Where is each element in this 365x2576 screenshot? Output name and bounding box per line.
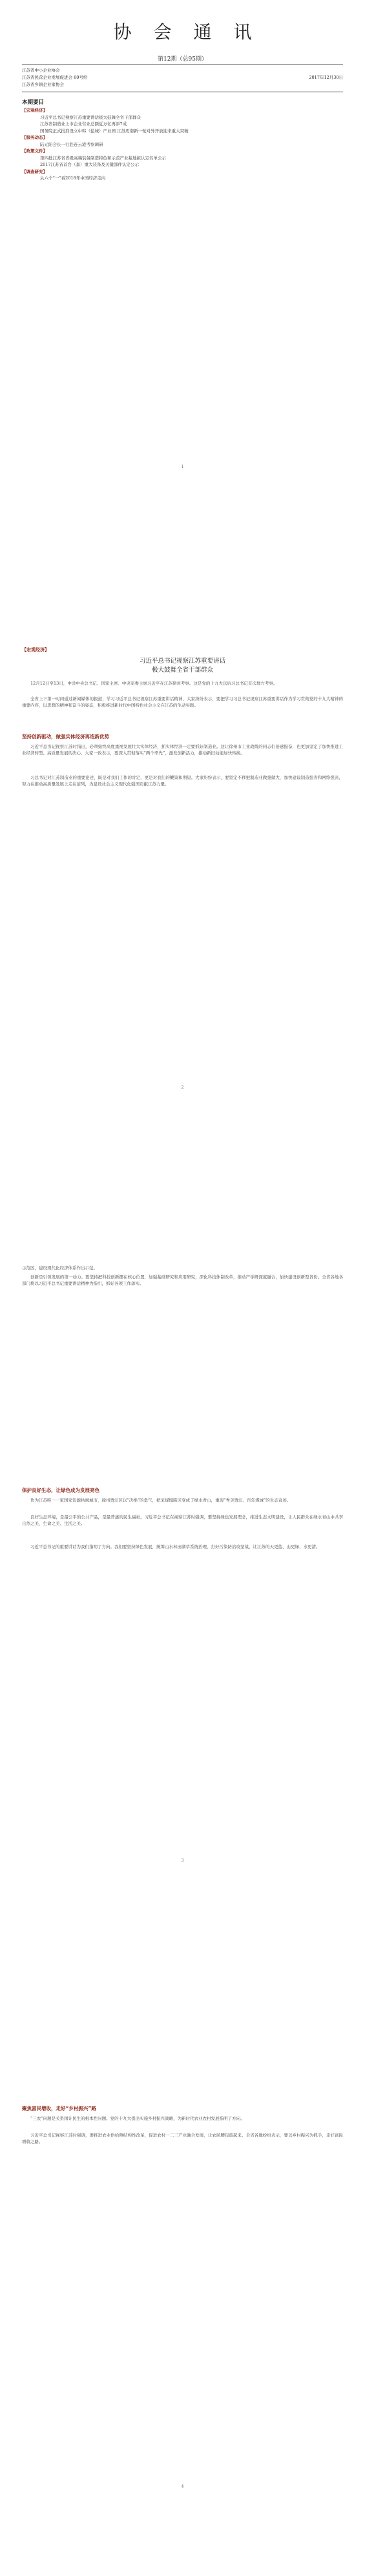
article-paragraph: 习近平总书记视察江苏时强调，要推进农业供给侧结构性改革，促进农村一二三产业融合发展，让农民腰包鼓起来。全省各地纷纷表示，要以乡村振兴为抓手，走好富民增收之路。: [22, 2133, 343, 2145]
issue-date: 2017年12月30日: [309, 75, 343, 80]
publisher-2: 江苏省民营企业发展促进会 60号给: [22, 75, 88, 80]
article-paragraph: 全省上下第一时间通过新闻媒体的报道，学习习近平总书记视察江苏重要讲话精神，大家纷纷表示，要把学习习总书记视察江苏重要讲话作为学习贯彻党的十九大精神的重要内容，以思想的精神和奋斗的姿态，积极推进新时代中国特色社会主义在江苏的生动实践。: [22, 696, 343, 709]
article-paragraph: 示范区，建设现代化经济体系作出示范。: [22, 1265, 98, 1271]
article-paragraph: 习近平总书记的重要讲话为我们指明了方向。我们要坚持绿色发展，统筹山水林田湖草系统治理，打好污染防治攻坚战，让江苏的天更蓝、山更绿、水更清。: [30, 1544, 320, 1549]
article-paragraph: 习近平总书记视察江苏时指出，必须始终高度重视发展壮大实体经济，抓实体经济一定要抓好制造业。这让徐州市工业战线的同志们倍感振奋，也更加坚定了加快推进工业经济转型、高质量发展的决心。大家一致表示，要深入贯彻落实“两个率先”，激发创新活力，推动新旧动能加快转换。: [22, 744, 343, 756]
issue-number: 第12期（总95期）: [158, 56, 207, 63]
article-title-line-2: 极大鼓舞全省干部群众: [151, 667, 213, 674]
page-number: 2: [181, 1085, 184, 1090]
toc-section-service: 【服务动态】: [22, 135, 47, 140]
toc-item[interactable]: 习近平总书记视察江苏重要讲话极大鼓舞全省干部群众: [40, 114, 141, 120]
article-paragraph: 创新是引领发展的第一动力。要坚持把科技创新摆在核心位置，加强基础研究和应用研究，深化科技体制改革，推动产学研深度融合，加快建设创新型省份。全省各地各部门将以习近平总书记重要讲话精神为指引，抓好各项工作落实。: [22, 1274, 343, 1287]
page-number: 4: [181, 2484, 184, 2489]
table-of-contents: [22, 107, 343, 182]
page-number: 3: [181, 1858, 184, 1863]
article-title: [22, 657, 343, 675]
toc-item[interactable]: 江苏省制造业上市企业营业总额近万亿再添7成: [40, 121, 127, 126]
toc-item[interactable]: 2017江苏省首台（套）重大装备及关键部件认定公示: [40, 162, 140, 167]
toc-item[interactable]: 第四批江苏省省级高端装备制造特色和示范产业基地拟认定名单公示: [40, 155, 166, 161]
newsletter-title: 协会通讯: [113, 21, 274, 43]
toc-item[interactable]: 陆元阳会长一行赴连云港考察调研: [40, 141, 103, 147]
article-paragraph: 12月12日至13日，中共中央总书记、国家主席、中央军委主席习近平在江苏徐州考察。这是党的十九大以后习总书记首次地方考察。: [30, 681, 278, 686]
page-number: 1: [181, 465, 184, 469]
subsection-heading: 聚焦富民增收，走好“乡村振兴”路: [22, 2106, 96, 2111]
article-paragraph: “三农”问题是关系国计民生的根本性问题。党的十九大提出实施乡村振兴战略，为新时代农业农村发展指明了方向。: [30, 2116, 245, 2121]
article-paragraph: 习总书记对江苏制造业的重要论述，既是对我们工作的肯定，更是对我们的鞭策和期望。大家纷纷表示，要坚定不移把制造业做强做大，加快建设制造强省和网络强省，努力在推动高质量发展上走在前列，为建设社会主义现代化强国贡献江苏力量。: [22, 775, 343, 787]
toc-section-research: 【调查研究】: [22, 168, 47, 174]
article-paragraph: 作为江苏唯一一家国家资源枯竭城市，徐州贾汪区以“决绝”的勇气，把采煤塌陷区变成了绿水青山，重现“秀美贾汪、百年煤城”的生态奇迹。: [30, 1498, 291, 1503]
toc-section-policy: 【政策文件】: [22, 148, 47, 154]
toc-heading: 本期要目: [22, 99, 45, 106]
publisher-3: 江苏省乡镇企业家协会: [22, 82, 64, 87]
subsection-heading: 坚持创新驱动，做强实体经济再造新优势: [22, 734, 109, 740]
toc-item[interactable]: 国务院正式批准设立中韩（盐城）产业园 江苏迈南新一轮对外开放迎来重大突破: [40, 128, 189, 134]
publisher-block: [22, 67, 343, 88]
subsection-heading: 保护良好生态，让绿色成为发展亮色: [22, 1487, 99, 1493]
article-paragraph: 良好生态环境，是最公平的公共产品，是最普惠的民生福祉。习近平总书记在视察江苏时强调，要坚持绿色发展理念，推进生态文明建设，让人民群众在绿水青山中共享自然之美、生命之美、生活之美。: [22, 1514, 343, 1527]
publisher-1: 江苏省中小企业协会: [22, 68, 60, 73]
toc-section-macro: 【宏观经济】: [22, 108, 47, 113]
toc-item[interactable]: 从六个“一”看2018年中国经济走向: [40, 176, 106, 181]
article-title-line-1: 习近平总书记视察江苏重要讲话: [139, 658, 225, 665]
article-section-label: 【宏观经济】: [22, 647, 49, 652]
